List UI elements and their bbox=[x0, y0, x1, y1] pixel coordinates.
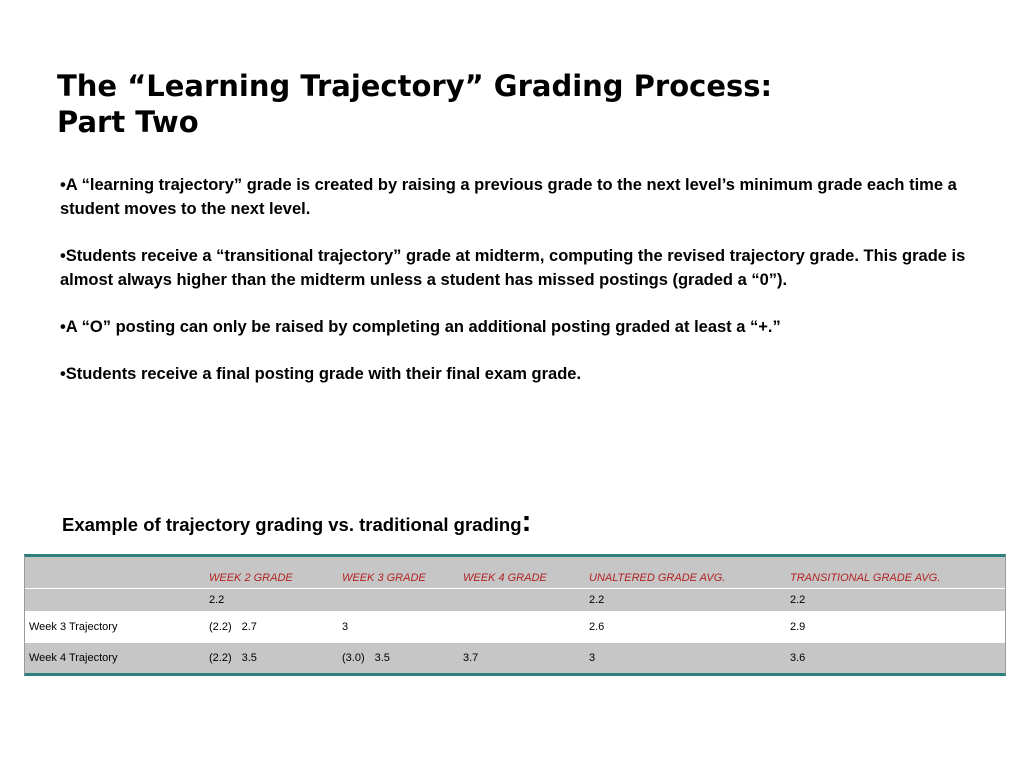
bullet-item: •A “O” posting can only be raised by completing an additional posting graded at least a “+.” bbox=[60, 318, 781, 336]
cell-week2 bbox=[205, 588, 338, 611]
cell-week2-value: 3.5 bbox=[241, 652, 257, 664]
cell-week4 bbox=[459, 588, 585, 611]
cell-week2-previous: (2.2) bbox=[209, 621, 232, 633]
cell-transitional-avg: 3.6 bbox=[786, 643, 1005, 673]
cell-week4: 3.7 bbox=[459, 643, 585, 673]
slide-title bbox=[57, 68, 957, 140]
row-label: Week 3 Trajectory bbox=[25, 611, 205, 643]
cell-week3 bbox=[338, 588, 459, 611]
table-row bbox=[25, 588, 1005, 611]
header-week2: WEEK 2 GRADE bbox=[205, 557, 338, 588]
cell-week2-previous: (2.2) bbox=[209, 652, 232, 664]
header-unaltered-avg: UNALTERED GRADE AVG. bbox=[585, 557, 786, 588]
cell-week3-previous: (3.0) bbox=[342, 652, 365, 664]
example-subheading bbox=[62, 505, 532, 540]
cell-week3-value: 3 bbox=[342, 621, 349, 633]
row-label: Week 4 Trajectory bbox=[25, 643, 205, 673]
cell-transitional-avg: 2.9 bbox=[786, 611, 1005, 643]
cell-week2-value: 2.7 bbox=[241, 621, 257, 633]
grading-table bbox=[24, 554, 1006, 676]
cell-unaltered-avg: 2.6 bbox=[585, 611, 786, 643]
cell-week3 bbox=[338, 611, 459, 643]
cell-unaltered-avg: 3 bbox=[585, 643, 786, 673]
slide-title-line1: The “Learning Trajectory” Grading Process: bbox=[57, 69, 773, 103]
cell-week2 bbox=[205, 611, 338, 643]
header-week4: WEEK 4 GRADE bbox=[459, 557, 585, 588]
bullet-item: •A “learning trajectory” grade is created by raising a previous grade to the next level’s minimum grade each time a student moves to the next level. bbox=[60, 176, 957, 218]
cell-unaltered-avg: 2.2 bbox=[585, 588, 786, 611]
cell-transitional-avg: 2.2 bbox=[786, 588, 1005, 611]
row-label bbox=[25, 588, 205, 611]
slide-title-line2: Part Two bbox=[57, 105, 199, 139]
header-cell-label bbox=[25, 557, 205, 588]
table-header-row bbox=[25, 557, 1005, 588]
table-row bbox=[25, 611, 1005, 643]
bullet-item: •Students receive a final posting grade with their final exam grade. bbox=[60, 365, 582, 383]
bullet-item: •Students receive a “transitional trajectory” grade at midterm, computing the revised trajectory grade. This grade is almost always higher than the midterm unless a student has missed postings (graded a “0”). bbox=[60, 247, 966, 289]
cell-week3 bbox=[338, 643, 459, 673]
subheading-colon: : bbox=[521, 505, 532, 538]
subheading-text: Example of trajectory grading vs. traditional grading bbox=[62, 514, 522, 535]
cell-week4 bbox=[459, 611, 585, 643]
table-row bbox=[25, 643, 1005, 673]
header-transitional-avg: TRANSITIONAL GRADE AVG. bbox=[786, 557, 1005, 588]
bullet-list bbox=[60, 173, 980, 409]
cell-week2 bbox=[205, 643, 338, 673]
grading-table-grid bbox=[25, 557, 1005, 673]
cell-week3-value: 3.5 bbox=[374, 652, 390, 664]
header-week3: WEEK 3 GRADE bbox=[338, 557, 459, 588]
cell-week2-value: 2.2 bbox=[209, 593, 225, 606]
